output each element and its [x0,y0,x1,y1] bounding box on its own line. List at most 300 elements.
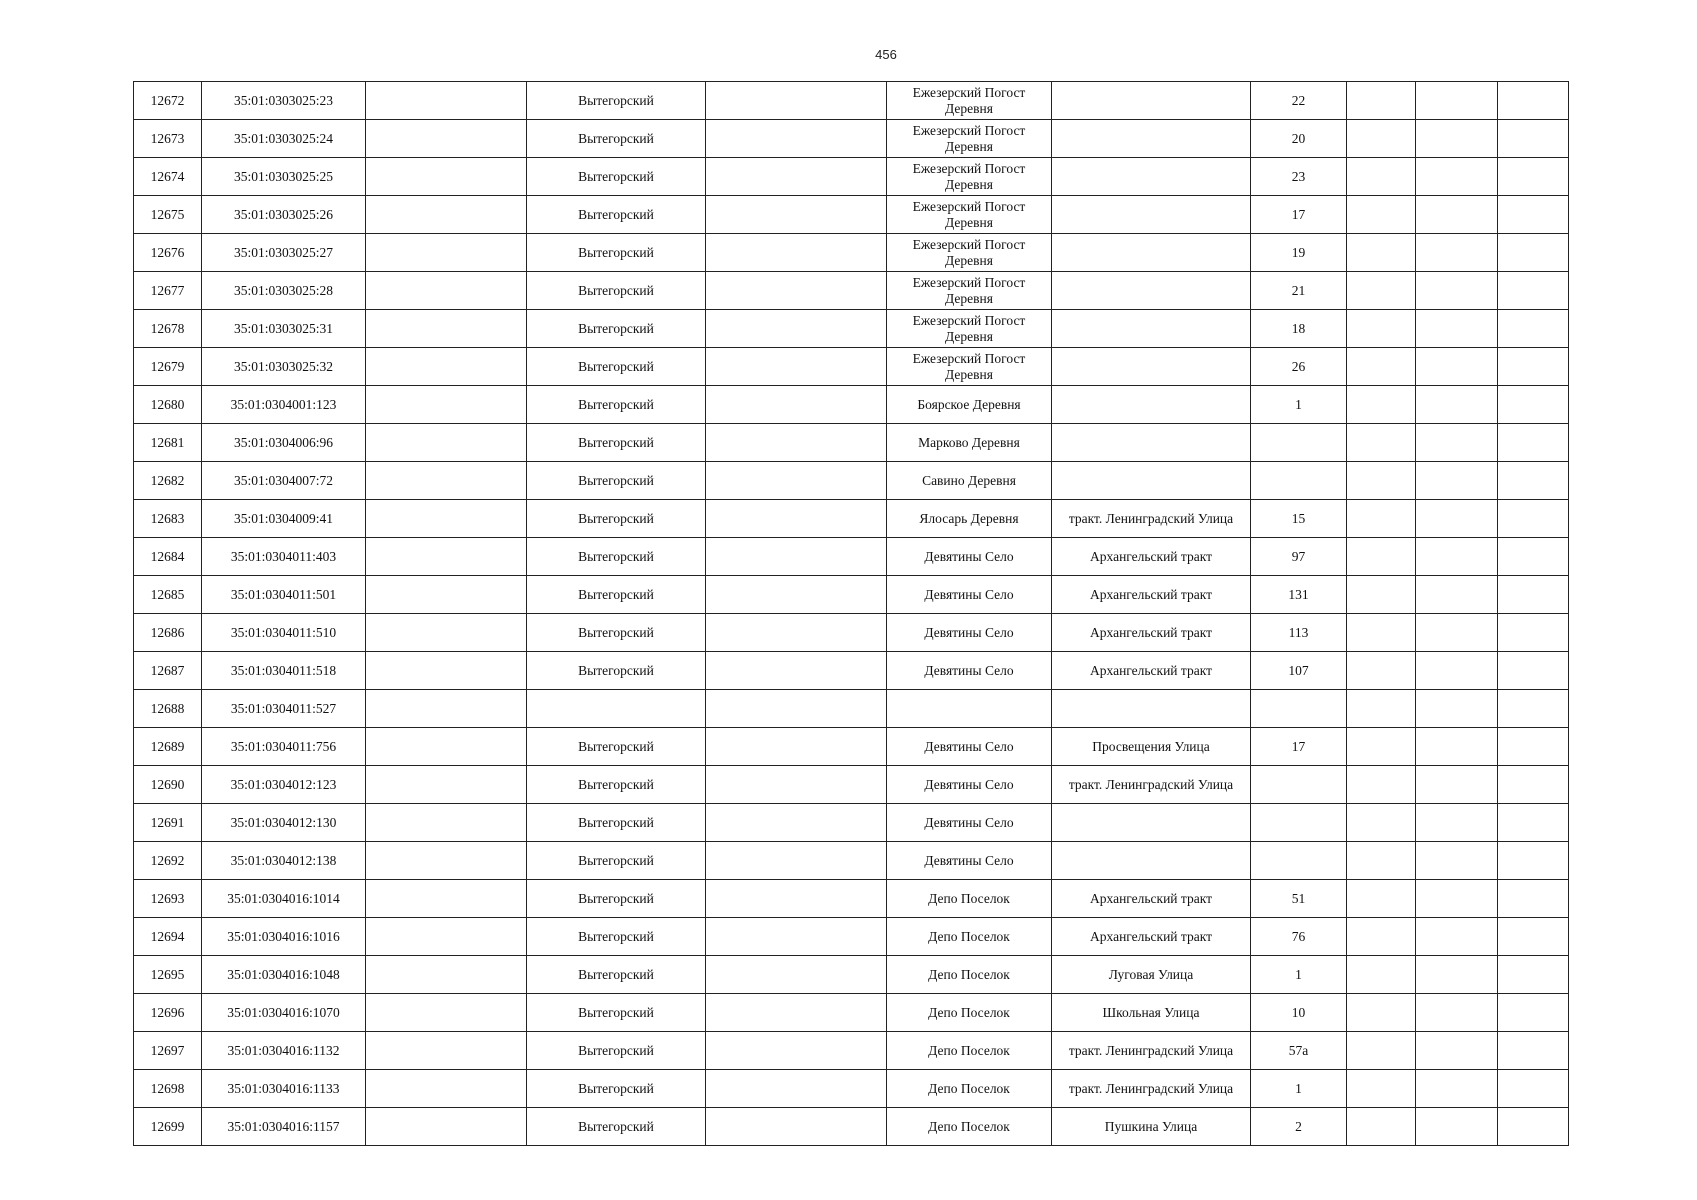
table-row [134,462,1569,500]
empty-cell [706,424,887,462]
cadastral-number-cell: 35:01:0304016:1048 [202,956,366,994]
house-number-cell [1251,804,1347,842]
row-number-cell: 12691 [134,804,202,842]
locality-cell: Марково Деревня [887,424,1052,462]
house-number-cell: 97 [1251,538,1347,576]
table-row [134,158,1569,196]
empty-cell [1416,234,1498,272]
locality-cell: Депо Поселок [887,994,1052,1032]
street-cell [1052,842,1251,880]
locality-cell: Депо Поселок [887,918,1052,956]
table-row [134,348,1569,386]
empty-cell [366,994,527,1032]
district-cell: Вытегорский [527,272,706,310]
empty-cell [1498,234,1569,272]
empty-cell [1416,462,1498,500]
locality-cell: Депо Поселок [887,1070,1052,1108]
house-number-cell [1251,766,1347,804]
empty-cell [1498,196,1569,234]
empty-cell [1498,576,1569,614]
empty-cell [366,386,527,424]
empty-cell [706,956,887,994]
empty-cell [1347,196,1416,234]
cadastral-number-cell: 35:01:0304016:1070 [202,994,366,1032]
empty-cell [1416,424,1498,462]
district-cell: Вытегорский [527,1032,706,1070]
empty-cell [1347,728,1416,766]
empty-cell [1347,158,1416,196]
locality-cell: Ежезерский Погост Деревня [887,310,1052,348]
district-cell: Вытегорский [527,82,706,120]
row-number-cell: 12673 [134,120,202,158]
table-row [134,386,1569,424]
empty-cell [1347,804,1416,842]
house-number-cell: 107 [1251,652,1347,690]
row-number-cell: 12680 [134,386,202,424]
street-cell: тракт. Ленинградский Улица [1052,1070,1251,1108]
empty-cell [1416,842,1498,880]
locality-cell: Депо Поселок [887,1108,1052,1146]
empty-cell [706,82,887,120]
locality-cell: Боярское Деревня [887,386,1052,424]
cadastral-number-cell: 35:01:0303025:32 [202,348,366,386]
house-number-cell: 23 [1251,158,1347,196]
empty-cell [1416,386,1498,424]
cadastral-number-cell: 35:01:0303025:25 [202,158,366,196]
street-cell [1052,158,1251,196]
table-row [134,728,1569,766]
empty-cell [706,196,887,234]
house-number-cell: 10 [1251,994,1347,1032]
district-cell: Вытегорский [527,234,706,272]
empty-cell [1498,158,1569,196]
empty-cell [1347,386,1416,424]
district-cell: Вытегорский [527,500,706,538]
district-cell: Вытегорский [527,766,706,804]
empty-cell [706,234,887,272]
empty-cell [1498,348,1569,386]
house-number-cell: 21 [1251,272,1347,310]
table-row [134,196,1569,234]
empty-cell [1347,880,1416,918]
empty-cell [1498,842,1569,880]
street-cell [1052,310,1251,348]
house-number-cell [1251,424,1347,462]
cadastral-number-cell: 35:01:0304007:72 [202,462,366,500]
empty-cell [706,842,887,880]
locality-cell: Ежезерский Погост Деревня [887,234,1052,272]
cadastral-number-cell: 35:01:0304011:756 [202,728,366,766]
locality-cell: Депо Поселок [887,1032,1052,1070]
locality-cell: Ежезерский Погост Деревня [887,120,1052,158]
street-cell [1052,690,1251,728]
district-cell [527,690,706,728]
empty-cell [1498,918,1569,956]
table-row [134,234,1569,272]
empty-cell [366,804,527,842]
empty-cell [1416,500,1498,538]
street-cell [1052,120,1251,158]
street-cell: Луговая Улица [1052,956,1251,994]
empty-cell [1498,272,1569,310]
empty-cell [706,766,887,804]
house-number-cell: 113 [1251,614,1347,652]
row-number-cell: 12678 [134,310,202,348]
empty-cell [706,576,887,614]
table-row [134,576,1569,614]
empty-cell [366,272,527,310]
empty-cell [706,272,887,310]
locality-cell [887,690,1052,728]
district-cell: Вытегорский [527,994,706,1032]
empty-cell [1347,1032,1416,1070]
street-cell: Просвещения Улица [1052,728,1251,766]
house-number-cell: 18 [1251,310,1347,348]
district-cell: Вытегорский [527,576,706,614]
cadastral-number-cell: 35:01:0303025:24 [202,120,366,158]
empty-cell [366,690,527,728]
empty-cell [1498,1070,1569,1108]
empty-cell [1498,804,1569,842]
street-cell [1052,234,1251,272]
house-number-cell: 76 [1251,918,1347,956]
locality-cell: Ежезерский Погост Деревня [887,348,1052,386]
locality-cell: Ежезерский Погост Деревня [887,272,1052,310]
house-number-cell: 17 [1251,728,1347,766]
table-row [134,956,1569,994]
locality-cell: Ежезерский Погост Деревня [887,158,1052,196]
row-number-cell: 12676 [134,234,202,272]
empty-cell [1416,538,1498,576]
street-cell [1052,272,1251,310]
table-row [134,82,1569,120]
empty-cell [1347,918,1416,956]
table-row [134,652,1569,690]
row-number-cell: 12688 [134,690,202,728]
cadastral-number-cell: 35:01:0304016:1133 [202,1070,366,1108]
table-row [134,842,1569,880]
empty-cell [1498,1032,1569,1070]
street-cell [1052,196,1251,234]
empty-cell [1498,880,1569,918]
empty-cell [1347,538,1416,576]
house-number-cell: 15 [1251,500,1347,538]
empty-cell [1347,462,1416,500]
row-number-cell: 12692 [134,842,202,880]
table-row [134,120,1569,158]
empty-cell [1347,500,1416,538]
locality-cell: Девятины Село [887,842,1052,880]
empty-cell [366,538,527,576]
empty-cell [1347,652,1416,690]
empty-cell [1347,82,1416,120]
locality-cell: Девятины Село [887,728,1052,766]
table-row [134,880,1569,918]
district-cell: Вытегорский [527,880,706,918]
row-number-cell: 12690 [134,766,202,804]
row-number-cell: 12675 [134,196,202,234]
cadastral-number-cell: 35:01:0304011:518 [202,652,366,690]
empty-cell [1416,728,1498,766]
row-number-cell: 12686 [134,614,202,652]
cadastral-number-cell: 35:01:0303025:27 [202,234,366,272]
empty-cell [1498,956,1569,994]
empty-cell [1498,766,1569,804]
empty-cell [1416,690,1498,728]
empty-cell [366,576,527,614]
empty-cell [366,82,527,120]
district-cell: Вытегорский [527,310,706,348]
cadastral-number-cell: 35:01:0303025:26 [202,196,366,234]
empty-cell [1498,652,1569,690]
cadastral-number-cell: 35:01:0304012:123 [202,766,366,804]
empty-cell [366,462,527,500]
empty-cell [706,120,887,158]
street-cell: Архангельский тракт [1052,614,1251,652]
empty-cell [706,614,887,652]
empty-cell [366,1070,527,1108]
cadastral-number-cell: 35:01:0304016:1016 [202,918,366,956]
cadastral-number-cell: 35:01:0303025:28 [202,272,366,310]
empty-cell [1347,120,1416,158]
empty-cell [366,918,527,956]
street-cell: Архангельский тракт [1052,918,1251,956]
table-row [134,538,1569,576]
empty-cell [1498,614,1569,652]
house-number-cell [1251,462,1347,500]
empty-cell [1416,348,1498,386]
street-cell: тракт. Ленинградский Улица [1052,1032,1251,1070]
empty-cell [1498,310,1569,348]
row-number-cell: 12689 [134,728,202,766]
empty-cell [366,234,527,272]
empty-cell [366,728,527,766]
empty-cell [706,386,887,424]
register-body [134,82,1569,1146]
empty-cell [1416,956,1498,994]
row-number-cell: 12699 [134,1108,202,1146]
district-cell: Вытегорский [527,728,706,766]
empty-cell [1498,1108,1569,1146]
cadastral-number-cell: 35:01:0304016:1157 [202,1108,366,1146]
empty-cell [366,424,527,462]
empty-cell [1498,120,1569,158]
row-number-cell: 12681 [134,424,202,462]
district-cell: Вытегорский [527,196,706,234]
cadastral-number-cell: 35:01:0304006:96 [202,424,366,462]
cadastral-number-cell: 35:01:0304016:1132 [202,1032,366,1070]
table-row [134,804,1569,842]
cadastral-number-cell: 35:01:0304009:41 [202,500,366,538]
district-cell: Вытегорский [527,120,706,158]
district-cell: Вытегорский [527,842,706,880]
district-cell: Вытегорский [527,462,706,500]
row-number-cell: 12677 [134,272,202,310]
district-cell: Вытегорский [527,652,706,690]
empty-cell [366,842,527,880]
empty-cell [366,158,527,196]
empty-cell [1347,234,1416,272]
district-cell: Вытегорский [527,348,706,386]
locality-cell: Девятины Село [887,538,1052,576]
district-cell: Вытегорский [527,386,706,424]
row-number-cell: 12672 [134,82,202,120]
empty-cell [1347,272,1416,310]
empty-cell [1498,82,1569,120]
house-number-cell: 1 [1251,956,1347,994]
empty-cell [706,804,887,842]
street-cell: тракт. Ленинградский Улица [1052,766,1251,804]
empty-cell [1416,158,1498,196]
table-row [134,1070,1569,1108]
row-number-cell: 12683 [134,500,202,538]
table-row [134,766,1569,804]
cadastral-number-cell: 35:01:0304011:510 [202,614,366,652]
district-cell: Вытегорский [527,538,706,576]
table-row [134,424,1569,462]
empty-cell [1416,766,1498,804]
table-row [134,500,1569,538]
empty-cell [1416,918,1498,956]
empty-cell [706,500,887,538]
empty-cell [706,1070,887,1108]
empty-cell [706,880,887,918]
house-number-cell: 57а [1251,1032,1347,1070]
house-number-cell: 2 [1251,1108,1347,1146]
locality-cell: Савино Деревня [887,462,1052,500]
cadastral-number-cell: 35:01:0304011:501 [202,576,366,614]
empty-cell [706,994,887,1032]
locality-cell: Девятины Село [887,766,1052,804]
empty-cell [366,956,527,994]
street-cell: тракт. Ленинградский Улица [1052,500,1251,538]
locality-cell: Девятины Село [887,652,1052,690]
table-row [134,310,1569,348]
table-row [134,994,1569,1032]
table-row [134,1108,1569,1146]
street-cell: Архангельский тракт [1052,880,1251,918]
district-cell: Вытегорский [527,424,706,462]
empty-cell [366,1108,527,1146]
cadastral-number-cell: 35:01:0303025:23 [202,82,366,120]
district-cell: Вытегорский [527,1108,706,1146]
street-cell [1052,462,1251,500]
empty-cell [1347,994,1416,1032]
street-cell [1052,82,1251,120]
house-number-cell: 131 [1251,576,1347,614]
locality-cell: Девятины Село [887,576,1052,614]
empty-cell [706,918,887,956]
district-cell: Вытегорский [527,804,706,842]
empty-cell [366,196,527,234]
locality-cell: Ежезерский Погост Деревня [887,196,1052,234]
cadastral-number-cell: 35:01:0304016:1014 [202,880,366,918]
page-number: 456 [875,47,897,62]
row-number-cell: 12693 [134,880,202,918]
empty-cell [1498,462,1569,500]
house-number-cell [1251,842,1347,880]
empty-cell [706,310,887,348]
empty-cell [1347,348,1416,386]
empty-cell [1498,424,1569,462]
empty-cell [1416,196,1498,234]
empty-cell [706,1032,887,1070]
empty-cell [366,310,527,348]
row-number-cell: 12687 [134,652,202,690]
empty-cell [1416,880,1498,918]
empty-cell [1416,272,1498,310]
empty-cell [1347,614,1416,652]
empty-cell [706,348,887,386]
district-cell: Вытегорский [527,918,706,956]
street-cell: Пушкина Улица [1052,1108,1251,1146]
row-number-cell: 12695 [134,956,202,994]
cadastral-number-cell: 35:01:0304011:403 [202,538,366,576]
locality-cell: Ялосарь Деревня [887,500,1052,538]
property-register-table [133,81,1569,1146]
empty-cell [706,690,887,728]
street-cell [1052,386,1251,424]
street-cell [1052,424,1251,462]
house-number-cell: 26 [1251,348,1347,386]
empty-cell [366,120,527,158]
house-number-cell: 51 [1251,880,1347,918]
cadastral-number-cell: 35:01:0304012:130 [202,804,366,842]
house-number-cell: 22 [1251,82,1347,120]
empty-cell [706,538,887,576]
empty-cell [366,880,527,918]
empty-cell [1498,690,1569,728]
empty-cell [1416,576,1498,614]
empty-cell [706,728,887,766]
empty-cell [1498,994,1569,1032]
empty-cell [1416,804,1498,842]
row-number-cell: 12694 [134,918,202,956]
house-number-cell: 20 [1251,120,1347,158]
street-cell: Архангельский тракт [1052,538,1251,576]
empty-cell [1416,994,1498,1032]
table-row [134,272,1569,310]
empty-cell [1347,1108,1416,1146]
cadastral-number-cell: 35:01:0303025:31 [202,310,366,348]
locality-cell: Депо Поселок [887,880,1052,918]
empty-cell [1416,1108,1498,1146]
locality-cell: Ежезерский Погост Деревня [887,82,1052,120]
empty-cell [1416,614,1498,652]
empty-cell [1347,1070,1416,1108]
empty-cell [1347,690,1416,728]
district-cell: Вытегорский [527,614,706,652]
empty-cell [1416,1070,1498,1108]
empty-cell [1416,652,1498,690]
table-row [134,614,1569,652]
cadastral-number-cell: 35:01:0304001:123 [202,386,366,424]
empty-cell [366,614,527,652]
empty-cell [366,1032,527,1070]
row-number-cell: 12697 [134,1032,202,1070]
empty-cell [706,158,887,196]
empty-cell [1347,424,1416,462]
district-cell: Вытегорский [527,956,706,994]
empty-cell [366,348,527,386]
row-number-cell: 12698 [134,1070,202,1108]
empty-cell [1347,310,1416,348]
house-number-cell: 17 [1251,196,1347,234]
district-cell: Вытегорский [527,1070,706,1108]
empty-cell [1498,538,1569,576]
empty-cell [1416,120,1498,158]
locality-cell: Депо Поселок [887,956,1052,994]
